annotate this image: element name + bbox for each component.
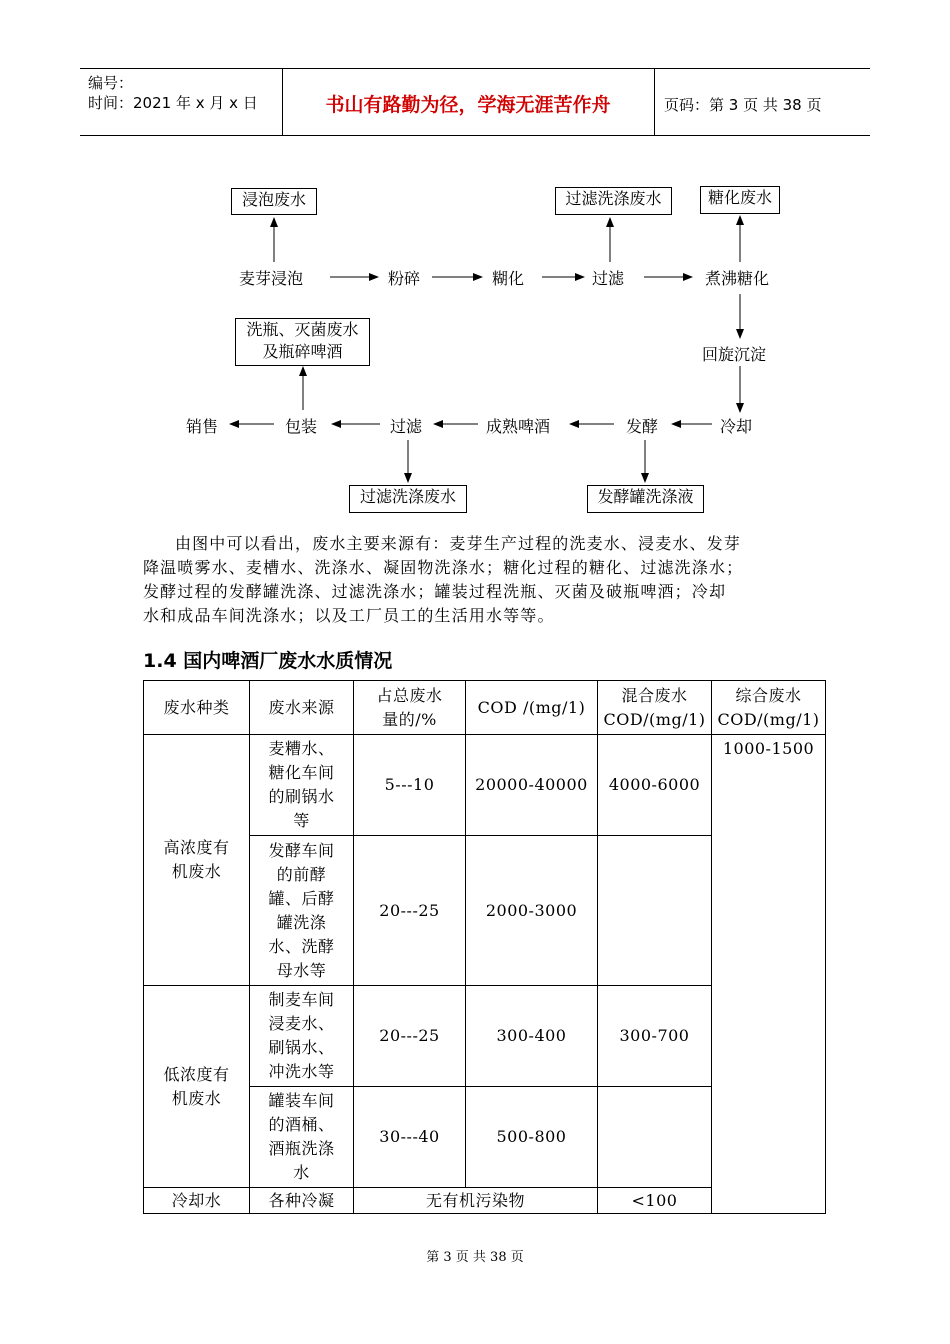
step-filter-top: 过滤 bbox=[592, 269, 625, 288]
process-flow-arrows bbox=[0, 0, 950, 530]
source-line: 的刷锅水 bbox=[268, 787, 335, 806]
cell-share: 30---40 bbox=[354, 1087, 466, 1188]
group-high bbox=[144, 735, 250, 986]
step-sales: 销售 bbox=[186, 417, 219, 436]
th-share-l2: 量的/% bbox=[382, 709, 437, 729]
source-line: 酒瓶洗涤 bbox=[268, 1139, 335, 1158]
box-bottle-waste bbox=[235, 318, 370, 366]
source-line: 母水等 bbox=[276, 960, 327, 980]
header-code-label: 编号： bbox=[88, 74, 134, 92]
cell-share: 20---25 bbox=[354, 836, 466, 986]
source-line: 罐洗涤 bbox=[276, 912, 327, 932]
cell-mixed bbox=[598, 836, 712, 986]
wastewater-quality-table bbox=[143, 680, 826, 1214]
source-line: 浸麦水、 bbox=[268, 1014, 335, 1033]
cell-share: 20---25 bbox=[354, 986, 466, 1087]
cell-cod: 300-400 bbox=[466, 986, 598, 1087]
th-combined-l1: 综合废水 bbox=[735, 685, 802, 705]
group-cooling: 冷却水 bbox=[144, 1188, 250, 1214]
step-cool: 冷却 bbox=[720, 417, 753, 436]
th-mixed-l2: COD/(mg/1) bbox=[603, 709, 706, 729]
th-share-l1: 占总废水 bbox=[376, 685, 443, 705]
step-whirlpool: 回旋沉淀 bbox=[702, 345, 767, 364]
th-mixed-l1: 混合废水 bbox=[621, 685, 688, 705]
group-high-l2: 机废水 bbox=[171, 862, 222, 881]
header-date: 时间：2021 年 x 月 x 日 bbox=[88, 94, 258, 112]
source-line: 制麦车间 bbox=[268, 990, 335, 1009]
header-page-info: 页码：第 3 页 共 38 页 bbox=[664, 96, 822, 114]
step-boil-saccharify: 煮沸糖化 bbox=[705, 269, 770, 288]
group-low-l2: 机废水 bbox=[171, 1088, 222, 1108]
th-cod: COD /(mg/1) bbox=[466, 681, 598, 735]
source-line: 的前酵 bbox=[276, 864, 327, 884]
group-high-l1: 高浓度有 bbox=[163, 838, 230, 857]
cell-mixed: 4000-6000 bbox=[598, 735, 712, 836]
table-row bbox=[144, 735, 826, 836]
cell-mixed bbox=[598, 1087, 712, 1188]
source-line: 发酵车间 bbox=[268, 840, 335, 860]
source-line: 罐、后酵 bbox=[268, 888, 335, 908]
th-share bbox=[354, 681, 466, 735]
th-type: 废水种类 bbox=[144, 681, 250, 735]
cell-mixed: <100 bbox=[598, 1188, 712, 1214]
cell-source bbox=[250, 1087, 354, 1188]
box-filter-wash-waste-bottom: 过滤洗涤废水 bbox=[349, 485, 467, 513]
cell-cod: 2000-3000 bbox=[466, 836, 598, 986]
th-combined bbox=[712, 681, 826, 735]
th-mixed bbox=[598, 681, 712, 735]
table-header-row bbox=[144, 681, 826, 735]
box-saccharify-waste: 糖化废水 bbox=[700, 186, 780, 214]
th-combined-l2: COD/(mg/1) bbox=[717, 709, 820, 729]
group-low bbox=[144, 986, 250, 1188]
step-package: 包装 bbox=[285, 417, 318, 436]
source-line: 的酒桶、 bbox=[268, 1115, 335, 1134]
th-source: 废水来源 bbox=[250, 681, 354, 735]
box-filter-wash-waste-top: 过滤洗涤废水 bbox=[555, 187, 672, 215]
source-line: 糖化车间 bbox=[268, 763, 335, 782]
page-footer: 第 3 页 共 38 页 bbox=[426, 1250, 524, 1265]
cell-combined: 1000-1500 bbox=[712, 735, 826, 1214]
box-bottle-waste-line1: 洗瓶、灭菌废水 bbox=[246, 320, 359, 339]
source-line: 等 bbox=[293, 811, 310, 830]
step-mature-beer: 成熟啤酒 bbox=[486, 417, 551, 436]
section-title: 1.4 国内啤酒厂废水水质情况 bbox=[143, 650, 393, 672]
box-bottle-waste-line2: 及瓶碎啤酒 bbox=[262, 342, 343, 361]
paragraph-line-1: 由图中可以看出，废水主要来源有：麦芽生产过程的洗麦水、浸麦水、发芽 bbox=[175, 534, 741, 553]
cell-source: 各种冷凝 bbox=[250, 1188, 354, 1214]
cell-source bbox=[250, 735, 354, 836]
group-low-l1: 低浓度有 bbox=[163, 1064, 230, 1084]
box-ferment-tank-wash: 发酵罐洗涤液 bbox=[587, 485, 704, 513]
step-malt-soak: 麦芽浸泡 bbox=[239, 269, 304, 288]
header-motto: 书山有路勤为径，学海无涯苦作舟 bbox=[325, 94, 611, 116]
cell-mixed: 300-700 bbox=[598, 986, 712, 1087]
source-line: 麦糟水、 bbox=[268, 739, 335, 758]
cell-share: 5---10 bbox=[354, 735, 466, 836]
paragraph-line-2: 降温喷雾水、麦槽水、洗涤水、凝固物洗涤水；糖化过程的糖化、过滤洗涤水； bbox=[143, 558, 744, 577]
step-ferment: 发酵 bbox=[626, 417, 659, 436]
paragraph-line-4: 水和成品车间洗涤水；以及工厂员工的生活用水等等。 bbox=[143, 606, 555, 625]
cell-source bbox=[250, 836, 354, 986]
box-soak-waste: 浸泡废水 bbox=[231, 188, 317, 215]
step-filter-bottom: 过滤 bbox=[390, 417, 423, 436]
cell-source bbox=[250, 986, 354, 1087]
body-paragraph bbox=[143, 532, 823, 628]
cell-cod: 20000-40000 bbox=[466, 735, 598, 836]
source-line: 水 bbox=[293, 1163, 310, 1182]
step-gelatinize: 糊化 bbox=[492, 269, 525, 288]
source-line: 水、洗酵 bbox=[268, 936, 335, 956]
step-crush: 粉碎 bbox=[388, 269, 421, 288]
source-line: 冲洗水等 bbox=[268, 1062, 335, 1081]
source-line: 刷锅水、 bbox=[268, 1038, 335, 1057]
source-line: 罐装车间 bbox=[268, 1091, 335, 1110]
cell-note: 无有机污染物 bbox=[354, 1188, 598, 1214]
paragraph-line-3: 发酵过程的发酵罐洗涤、过滤洗涤水；罐装过程洗瓶、灭菌及破瓶啤酒；冷却 bbox=[143, 582, 727, 601]
cell-cod: 500-800 bbox=[466, 1087, 598, 1188]
